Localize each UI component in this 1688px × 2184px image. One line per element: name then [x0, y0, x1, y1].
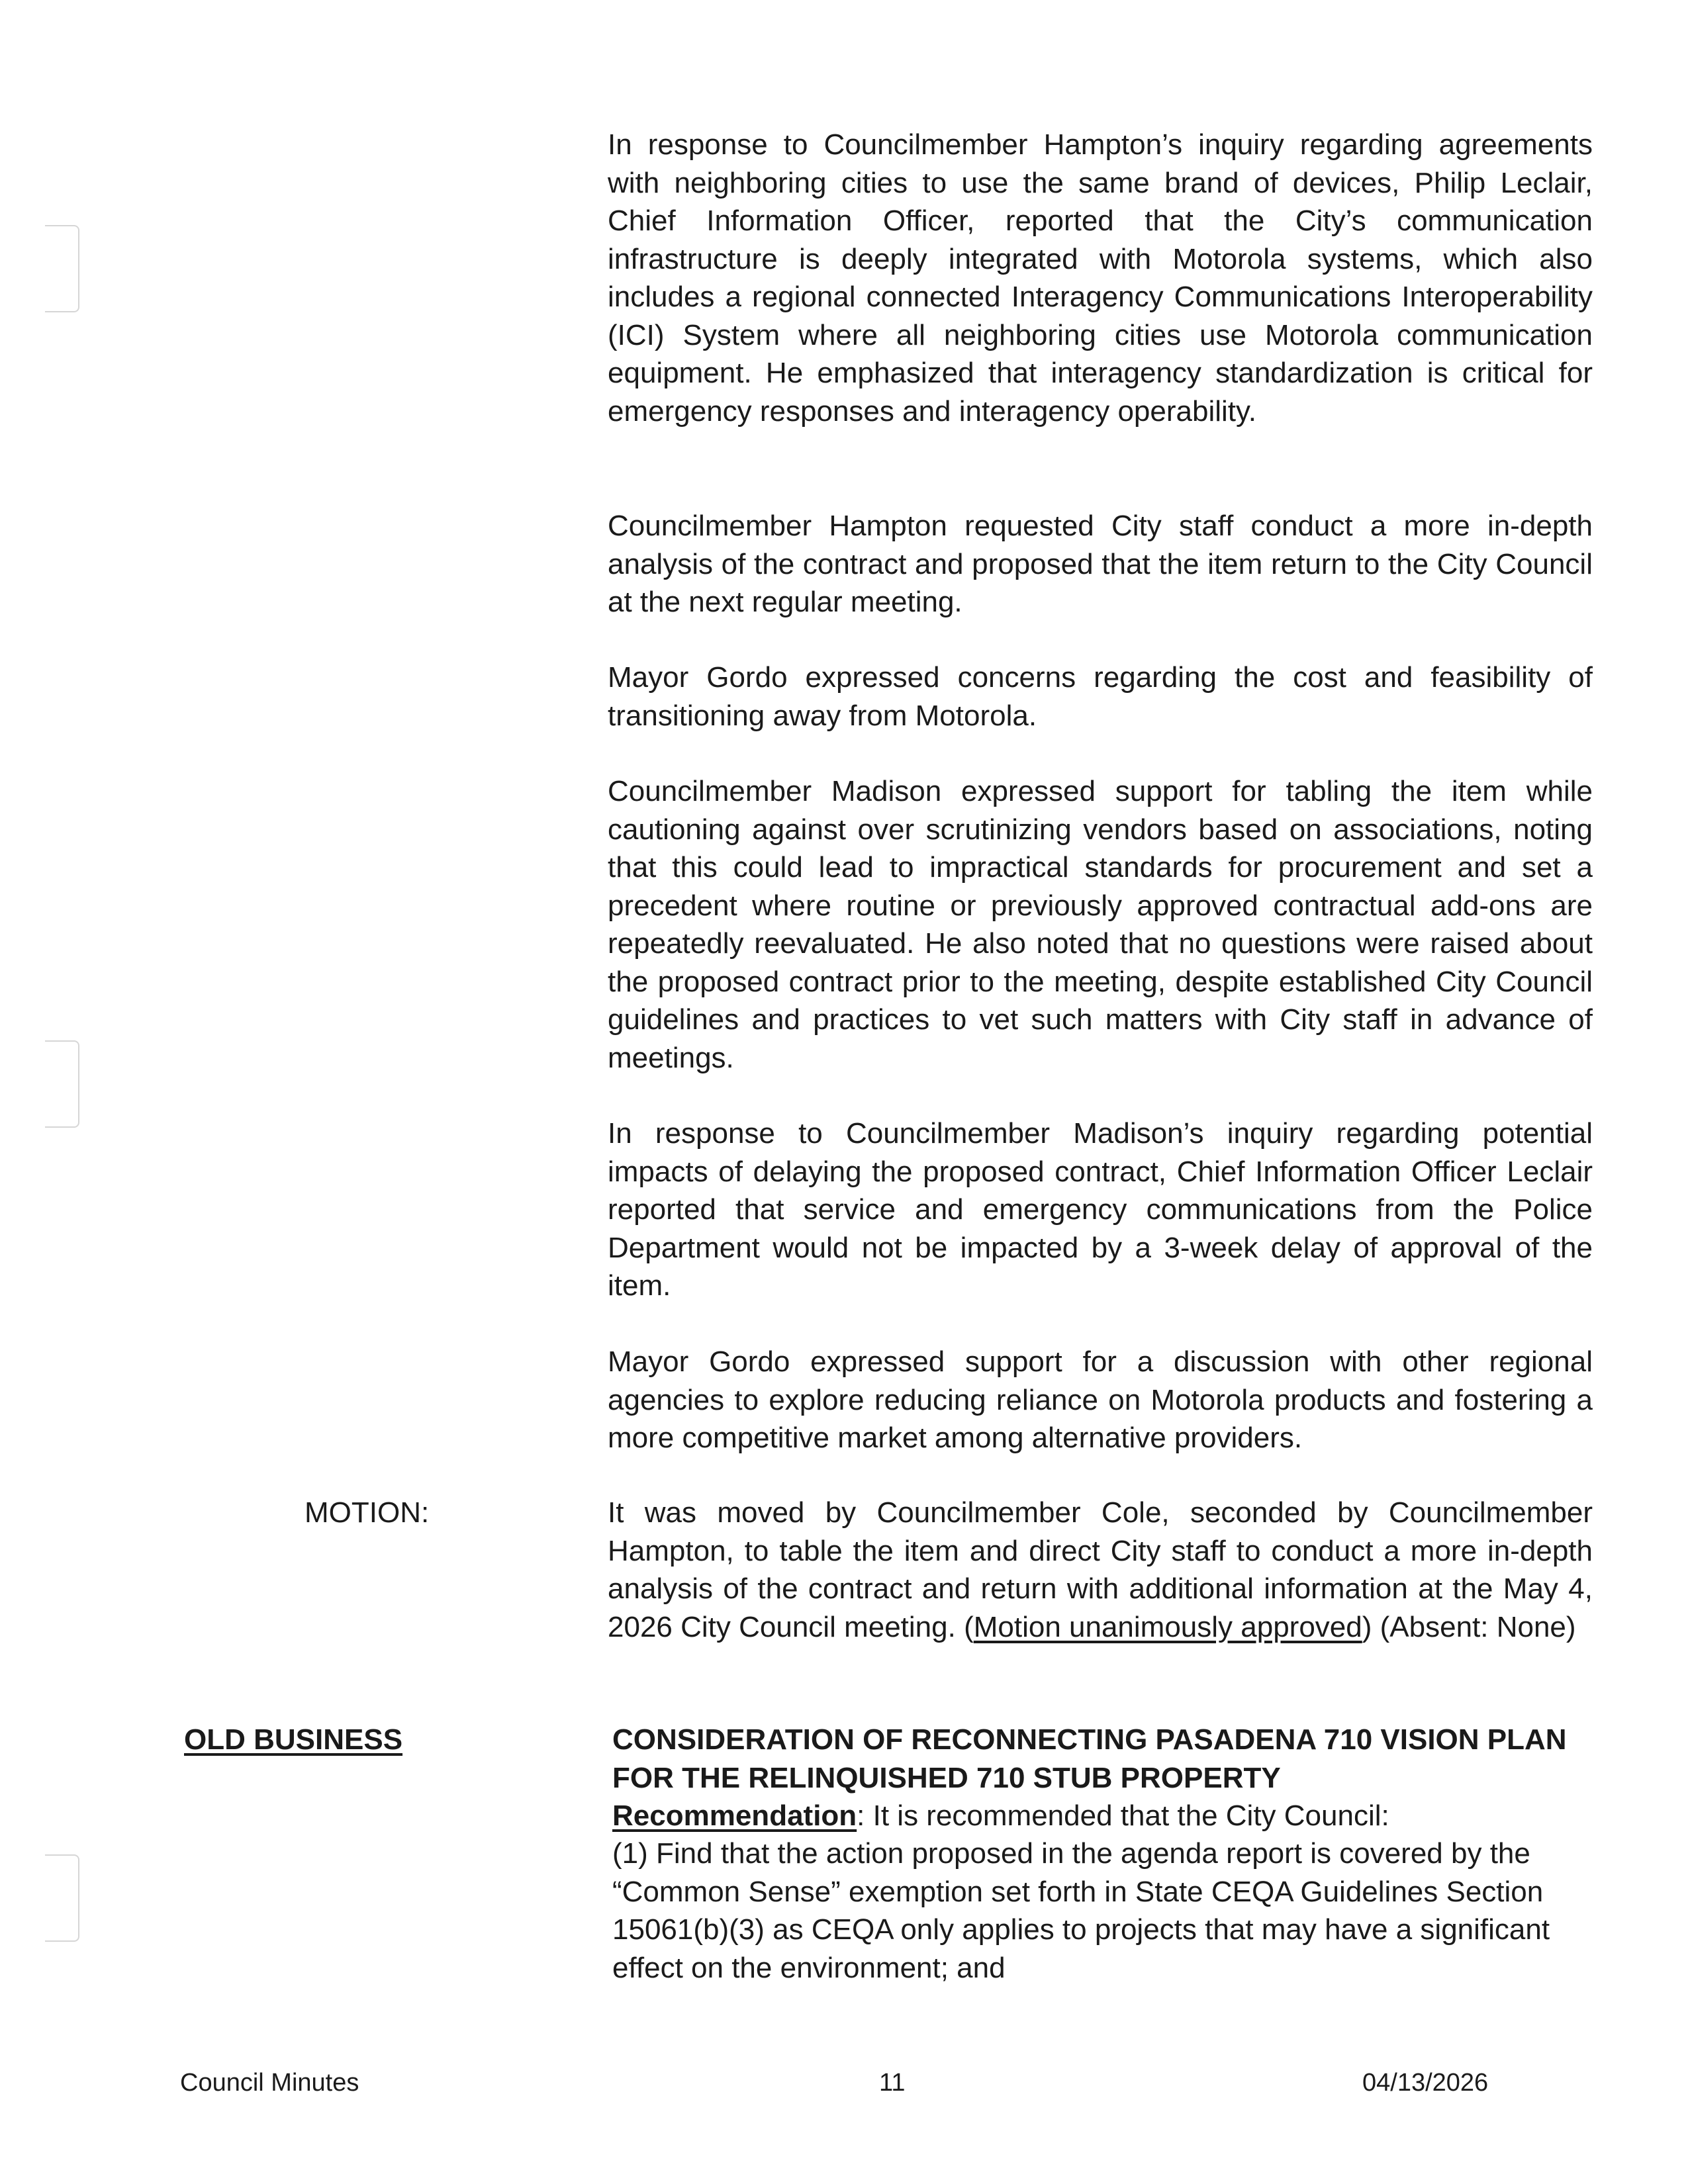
footer-title: Council Minutes	[180, 2069, 359, 2097]
motion-label: MOTION:	[305, 1496, 430, 1529]
footer-date: 04/13/2026	[1362, 2069, 1489, 2097]
recommendation-item-1: (1) Find that the action proposed in the agenda report is covered by the “Common Sense” exemption set forth in State CEQA Guidelines Section 15061(b)(3) as CEQA only applies to projects that may have a significant effect on the environment; and	[612, 1837, 1550, 1984]
motion-result: Motion unanimously approved	[973, 1610, 1362, 1643]
punch-hole-mark	[45, 225, 79, 312]
paragraph-madison-support: Councilmember Madison expressed support for tabling the item while cautioning against over scrutinizing vendors based on associations, noting that this could lead to impractical standards for procurement and set a precedent where routine or previously approved contractual add-ons are repeatedly reevaluated. He also noted that no questions were raised about the proposed contract prior to the meeting, despite established City Council guidelines and practices to vet such matters with City staff in advance of meetings.	[608, 775, 1593, 1074]
agenda-item-title: CONSIDERATION OF RECONNECTING PASADENA 710 VISION PLAN FOR THE RELINQUISHED 710 STUB PROPERTY	[612, 1723, 1567, 1794]
paragraph-hampton-inquiry: In response to Councilmember Hampton’s inquiry regarding agreements with neighboring cities to use the same brand of devices, Philip Leclair, Chief Information Officer, reported that the City’s communication infrastructure is deeply integrated with Motorola systems, which also includes a regional connected Interagency Communications Interoperability (ICI) System where all neighboring cities use Motorola communication equipment. He emphasized that interagency standardization is critical for emergency responses and interagency operability.	[608, 128, 1593, 428]
punch-hole-mark	[45, 1040, 79, 1128]
paragraph-gordo-support: Mayor Gordo expressed support for a discussion with other regional agencies to explore reducing reliance on Motorola products and fostering a more competitive market among alternative providers.	[608, 1345, 1593, 1454]
motion-body: It was moved by Councilmember Cole, seconded by Councilmember Hampton, to table the item and direct City staff to conduct a more in-depth analysis of the contract and return with additional information at the May 4, 2026 City Council meeting.	[608, 1496, 1593, 1643]
old-business-label: OLD BUSINESS	[184, 1723, 403, 1756]
paragraph-hampton-request: Councilmember Hampton requested City staff conduct a more in-depth analysis of the contract and proposed that the item return to the City Council at the next regular meeting.	[608, 510, 1593, 618]
footer-page-number: 11	[879, 2069, 906, 2097]
recommendation-label: Recommendation	[612, 1799, 857, 1832]
recommendation-intro: : It is recommended that the City Council:	[857, 1799, 1389, 1832]
paragraph-gordo-concerns: Mayor Gordo expressed concerns regarding the cost and feasibility of transitioning away from Motorola.	[608, 661, 1593, 732]
paragraph-madison-inquiry: In response to Councilmember Madison’s inquiry regarding potential impacts of delaying the proposed contract, Chief Information Officer Leclair reported that service and emergency communications from the Police Department would not be impacted by a 3-week delay of approval of the item.	[608, 1117, 1593, 1302]
punch-hole-mark	[45, 1854, 79, 1942]
recommendation-line	[612, 1797, 1599, 1835]
motion-text: It was moved by Councilmember Cole, seconded by Councilmember Hampton, to table the item and direct City staff to conduct a more in-depth analysis of the contract and return with additional information at the May 4, 2026 City Council meeting. (Motion unanimously approved) (Absent: None)	[608, 1496, 1593, 1643]
motion-absent: (Absent: None)	[1372, 1610, 1576, 1643]
